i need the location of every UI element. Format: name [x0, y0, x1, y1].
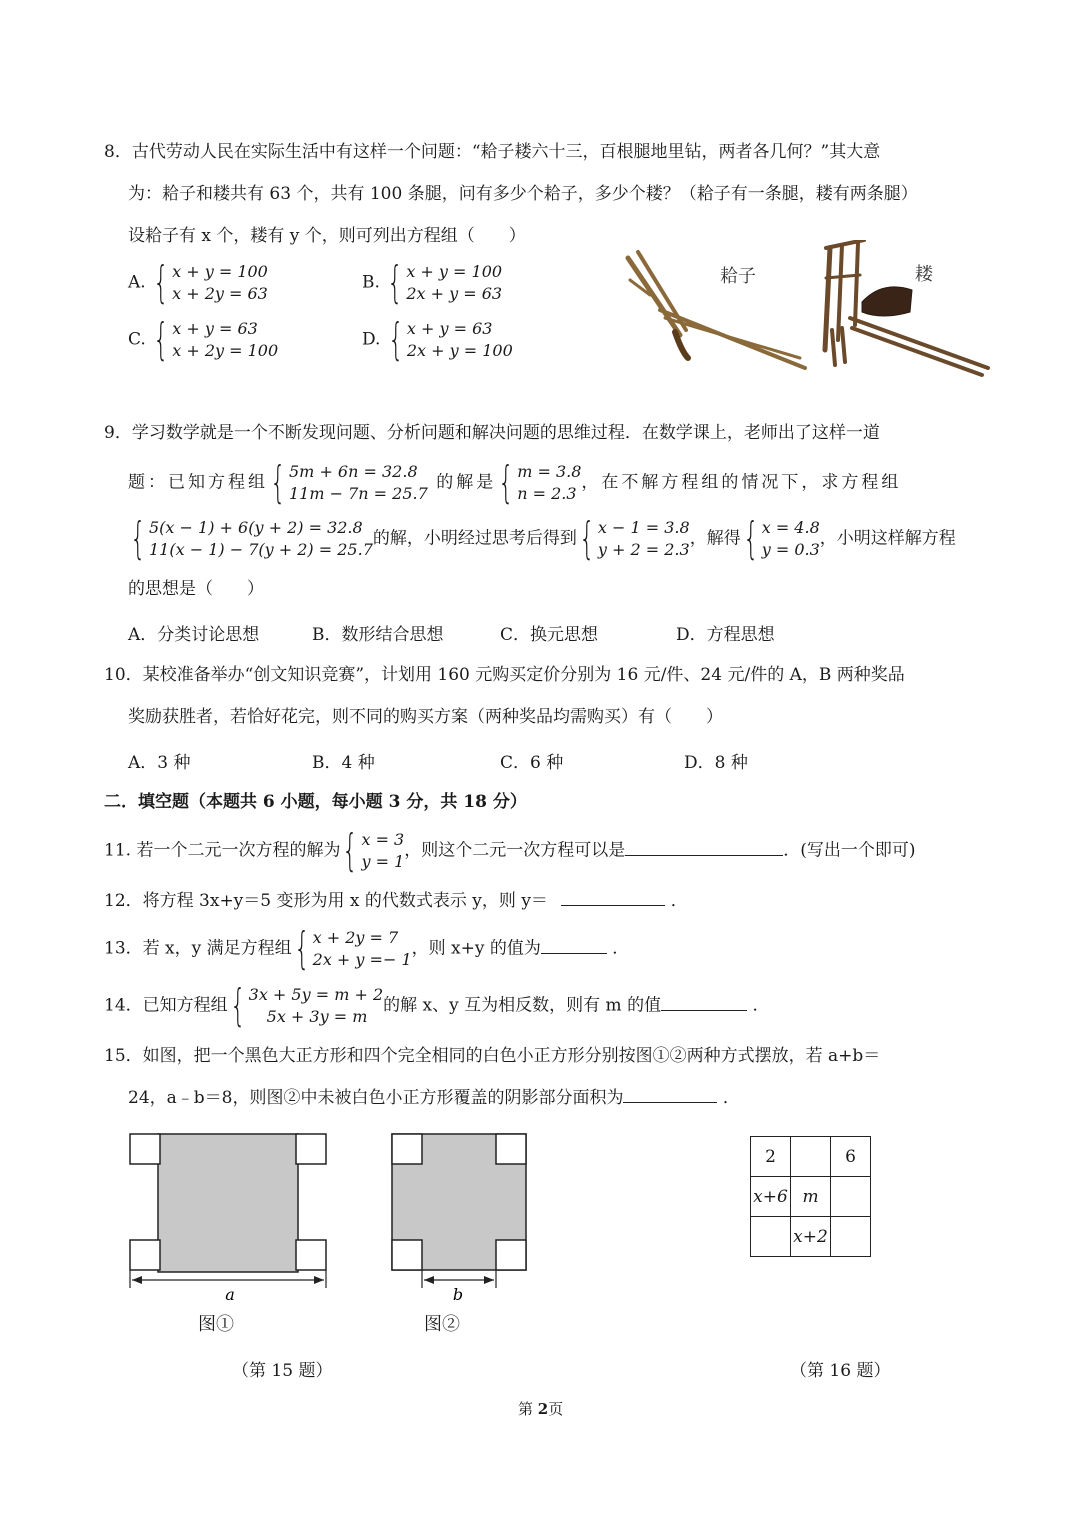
q13-text: ． — [612, 938, 630, 959]
q12 — [104, 889, 688, 913]
equation: x + y = 63 — [172, 319, 258, 338]
dimension-label-a: a — [225, 1285, 235, 1304]
q9-text: ，解得 — [689, 528, 741, 549]
q15-line2 — [128, 1086, 740, 1110]
q10-option-c: C．6 种 — [500, 753, 564, 773]
small-square — [496, 1240, 526, 1270]
equation: x + 2y = 7 — [312, 928, 399, 947]
option-label: D. — [362, 329, 381, 350]
q15-text: ． — [722, 1088, 740, 1108]
q14-text: ． — [752, 995, 770, 1016]
q9-text: 的解，小明经过思考后得到 — [372, 528, 577, 549]
dimension-label-b: b — [452, 1285, 464, 1304]
equation: x + y = 63 — [406, 319, 493, 338]
q14: 14．已知方程组 { 3x + 5y = m + 2 5x + 3y = m 的解 x、y 互为相反数，则有 m 的值 ． — [104, 980, 770, 1031]
grid-cell: x+6 — [751, 1177, 791, 1217]
q10-option-b: B．4 种 — [312, 753, 375, 773]
option-label: A. — [128, 272, 146, 293]
answer-blank[interactable] — [661, 994, 747, 1011]
q9-option-b: B．数形结合思想 — [312, 625, 444, 645]
equation: x = 4.8 — [761, 518, 820, 537]
equation: 11(x − 1) − 7(y + 2) = 25.7 — [149, 540, 373, 559]
q8-line3: 设耠子有 x 个，耧有 y 个，则可列出方程组（ ） — [128, 226, 526, 246]
q10-option-d: D．8 种 — [684, 753, 748, 773]
q16-caption: （第 16 题） — [790, 1361, 891, 1381]
equation: 2x + y = 100 — [406, 341, 513, 360]
option-label: C. — [128, 329, 146, 350]
equation: 5x + 3y = m — [266, 1007, 368, 1026]
grid-cell — [791, 1137, 831, 1177]
q14-text: 的解 x、y 互为相反数，则有 m 的值 — [383, 995, 662, 1016]
q11: 11. 若一个二元一次方程的解为 { x = 3 y = 1 ，则这个二元一次方程可以是 ．(写出一个即可) — [104, 825, 916, 876]
q9-line3: { 5(x − 1) + 6(y + 2) = 32.8 11(x − 1) − 7(y + 2) = 25.7 的解，小明经过思考后得到 { x − 1 = 3.8 y + 2 = 2.3 ，解得 { x = 4.8 y = 0.3 ，小明这样解方程 — [130, 513, 956, 564]
equation: 2x + y =− 1 — [312, 950, 412, 969]
grid-cell: x+2 — [791, 1217, 831, 1257]
small-square — [496, 1134, 526, 1164]
q8-option-a: A. { x + y = 100 x + 2y = 63 — [128, 257, 268, 308]
answer-blank[interactable] — [623, 1086, 717, 1103]
page-number-suffix: 页 — [548, 1400, 564, 1418]
q9-text: 题：已知方程组 — [128, 472, 268, 493]
q8-line1: 8．古代劳动人民在实际生活中有这样一个问题：“耠子耧六十三，百根腿地里钻，两者各几何？”其大意 — [104, 142, 881, 162]
grid-cell — [751, 1217, 791, 1257]
equation: y + 2 = 2.3 — [597, 540, 690, 559]
equation: x + 2y = 63 — [172, 284, 268, 303]
figure-1-caption: 图① — [198, 1314, 234, 1335]
equation: x + y = 100 — [172, 262, 268, 281]
page-number-value: 2 — [537, 1400, 549, 1418]
small-square — [130, 1240, 160, 1270]
q9-text: ，在不解方程组的情况下，求方程组 — [581, 472, 902, 493]
small-square — [392, 1240, 422, 1270]
q15-text: 24，a﹣b＝8，则图②中未被白色小正方形覆盖的阴影部分面积为 — [128, 1088, 624, 1108]
q8-option-c: C. { x + y = 63 x + 2y = 100 — [128, 314, 279, 365]
option-label: B. — [362, 272, 380, 293]
grid-cell: m — [791, 1177, 831, 1217]
q9-option-c: C．换元思想 — [500, 625, 599, 645]
q9-line4: 的思想是（ ） — [128, 579, 264, 599]
equation: x = 3 — [361, 830, 405, 849]
q11-text: ，则这个二元一次方程可以是 — [404, 840, 626, 861]
plow-label: 耠子 — [720, 266, 756, 287]
grid-cell: 2 — [751, 1137, 791, 1177]
equation: n = 2.3 — [517, 484, 577, 503]
q10-line2: 奖励获胜者，若恰好花完，则不同的购买方案（两种奖品均需购买）有（ ） — [128, 707, 723, 727]
small-square — [296, 1240, 326, 1270]
q11-text: ．(写出一个即可) — [783, 840, 916, 861]
q12-text: 12．将方程 3x+y＝5 变形为用 x 的代数式表示 y，则 y＝ — [104, 891, 548, 911]
q8-option-b: B. { x + y = 100 2x + y = 63 — [362, 257, 503, 308]
q13: 13．若 x，y 满足方程组 { x + 2y = 7 2x + y =− 1 ，则 x+y 的值为 ． — [104, 923, 630, 974]
q16-magic-grid — [750, 1136, 871, 1257]
small-square — [130, 1134, 160, 1164]
q8-line2: 为：耠子和耧共有 63 个，共有 100 条腿，问有多少个耠子，多少个耧？（耠子有一条腿，耧有两条腿） — [128, 184, 918, 204]
answer-blank[interactable] — [541, 937, 607, 954]
equation: x + y = 100 — [406, 262, 503, 281]
q11-text: 11. 若一个二元一次方程的解为 — [104, 840, 341, 861]
page-number — [518, 1398, 563, 1419]
q9-option-a: A．分类讨论思想 — [128, 625, 260, 645]
equation: 5m + 6n = 32.8 — [289, 462, 418, 481]
equation: 3x + 5y = m + 2 — [248, 985, 384, 1004]
q8-option-d: D. { x + y = 63 2x + y = 100 — [362, 314, 513, 365]
q9-line2: 题：已知方程组 { 5m + 6n = 32.8 11m − 7n = 25.7 的解是 { m = 3.8 n = 2.3 ，在不解方程组的情况下，求方程组 — [128, 457, 902, 508]
q9-option-d: D．方程思想 — [676, 625, 775, 645]
q15-caption: （第 15 题） — [232, 1361, 333, 1381]
q13-text: ，则 x+y 的值为 — [411, 938, 541, 959]
farm-tools-image — [620, 240, 990, 380]
grid-cell: 6 — [831, 1137, 871, 1177]
answer-blank[interactable] — [561, 889, 665, 906]
seeder-label: 耧 — [915, 264, 933, 285]
q14-text: 14．已知方程组 — [104, 995, 228, 1016]
page-number-prefix: 第 — [518, 1400, 538, 1418]
q12-text: ． — [670, 891, 688, 911]
equation: y = 1 — [361, 852, 405, 871]
plow-illustration — [628, 252, 805, 368]
q13-text: 13．若 x，y 满足方程组 — [104, 938, 292, 959]
grid-cell — [831, 1177, 871, 1217]
q9-line1: 9．学习数学就是一个不断发现问题、分析问题和解决问题的思维过程．在数学课上，老师出了这样一道 — [104, 423, 880, 443]
small-square — [392, 1134, 422, 1164]
equation: 5(x − 1) + 6(y + 2) = 32.8 — [149, 518, 363, 537]
answer-blank[interactable] — [625, 839, 783, 856]
figure-2-caption: 图② — [424, 1314, 460, 1335]
section-heading: 二．填空题（本题共 6 小题，每小题 3 分，共 18 分） — [104, 792, 527, 812]
figure-2 — [386, 1128, 536, 1304]
equation: m = 3.8 — [517, 462, 582, 481]
grid-cell — [831, 1217, 871, 1257]
equation: x − 1 = 3.8 — [597, 518, 690, 537]
small-square — [296, 1134, 326, 1164]
equation: y = 0.3 — [761, 540, 820, 559]
q15-line1: 15．如图，把一个黑色大正方形和四个完全相同的白色小正方形分别按图①②两种方式摆放，若 a+b＝ — [104, 1046, 881, 1066]
figure-1 — [126, 1128, 336, 1304]
q9-text: 的解是 — [436, 472, 497, 493]
equation: x + 2y = 100 — [172, 341, 279, 360]
large-square — [158, 1134, 298, 1272]
equation: 2x + y = 63 — [406, 284, 503, 303]
q9-text: ，小明这样解方程 — [819, 528, 956, 549]
equation: 11m − 7n = 25.7 — [289, 484, 428, 503]
seeder-illustration — [825, 240, 988, 375]
q10-option-a: A．3 种 — [128, 753, 191, 773]
q10-line1: 10．某校准备举办“创文知识竞赛”，计划用 160 元购买定价分别为 16 元/件、24 元/件的 A，B 两种奖品 — [104, 665, 905, 685]
